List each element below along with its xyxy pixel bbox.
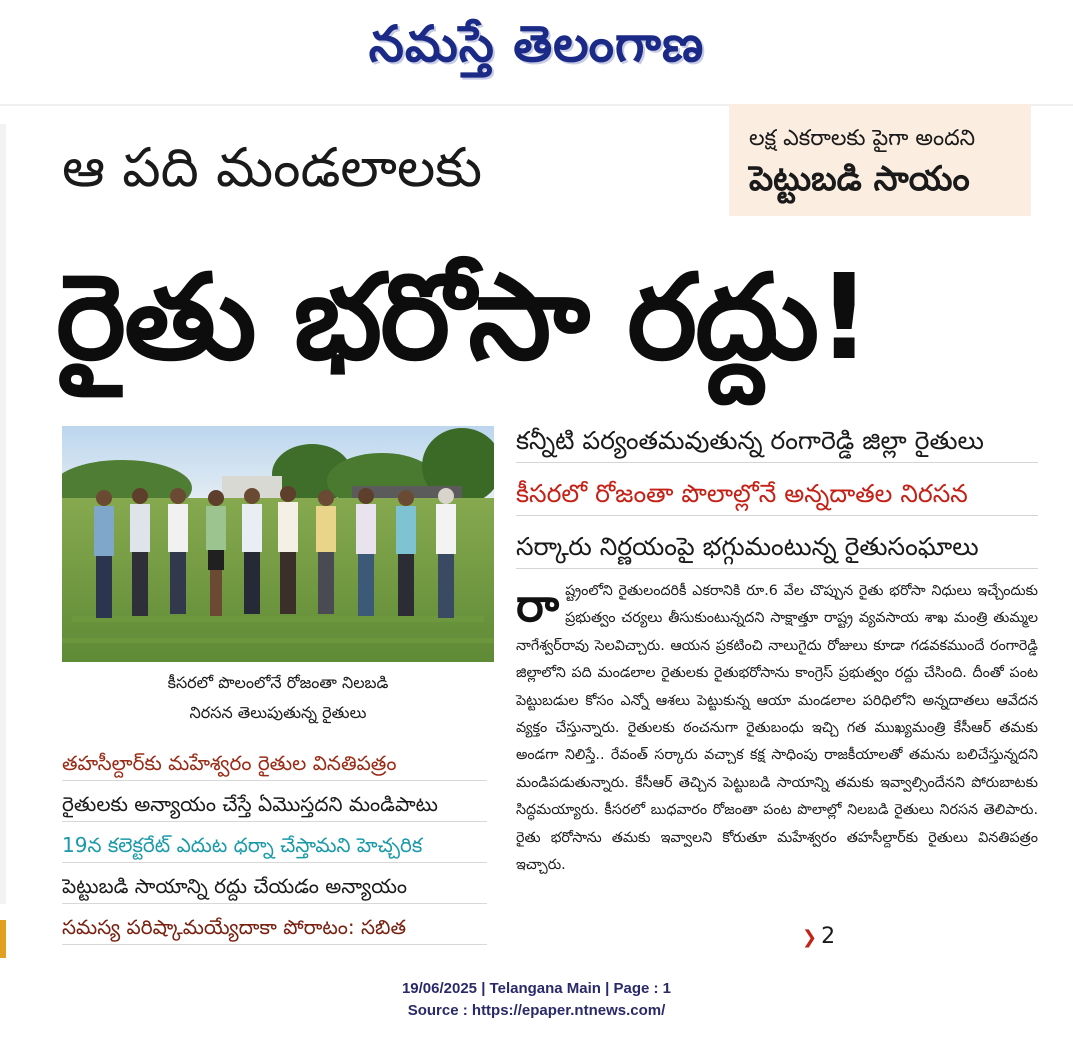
left-edge-marker	[0, 920, 6, 958]
jump-page-number: 2	[821, 924, 836, 949]
farmers-protest-photo	[62, 426, 494, 662]
article-text: ష్ట్రంలోని రైతులందరికీ ఎకరానికి రూ.6 వేల చొప్పున రైతు భరోసా నిధులు ఇచ్చేందుకు ప్రభుత్వం చర్యలు తీసుకుంటున్నదని సాక్షాత్తూ రాష్ట్ర వ్యవసాయ శాఖ మంత్రి తుమ్మల నాగేశ్వర్‌రావు సెలవిచ్చారు. ఆయన ప్రకటించి నాలుగైదు రోజులు కూడా గడవకముందే రంగారెడ్డి జిల్లాలోని పది మండలాల రైతులకు రైతుభరోసాను కాంగ్రెస్ ప్రభుత్వం రద్దు చేసింది. దీంతో పంట పెట్టుబడుల కోసం ఎన్నో ఆశలు పెట్టుకున్న ఆయా మండలాల పరిధిలోని అన్నదాతలు ఆవేదన వ్యక్తం చేస్తున్నారు. రైతులకు ఠంచనుగా రైతుబంధు ఇచ్చి గత ముఖ్యమంత్రి కేసీఆర్ తమకు అండగా నిలిస్తే.. రేవంత్ సర్కారు వచ్చాక కక్ష సాధింపు రాజకీయాలతో తమను బలిచేస్తున్నదని మండిపడుతున్నారు. కేసీఆర్ తెచ్చిన పెట్టుబడి సాయాన్ని తమకు ఇవ్వాల్సిందేనని పోరుబాటకు సిద్ధమయ్యారు. కీసరలో బుధవారం రోజంతా పంట పొలాల్లో నిలబడి రైతులు నిరసన తెలిపారు. రైతు భరోసాను తమకు ఇవ్వాలని కోరుతూ మహేశ్వరం తహసీల్దార్‌కు రైతులు వినతిపత్రం ఇచ్చారు.	[516, 583, 1038, 874]
photo-illustration	[62, 426, 494, 662]
continued-on-page[interactable]	[802, 924, 835, 951]
masthead	[0, 0, 1073, 100]
deck-3: సర్కారు నిర్ణయంపై భగ్గుమంటున్న రైతుసంఘాలు	[516, 526, 1038, 569]
highlight-line-1: లక్ష ఎకరాలకు పైగా అందని	[749, 126, 976, 151]
page-footer	[0, 978, 1073, 1022]
highlight-line-2: పెట్టుబడి సాయం	[749, 159, 970, 199]
article-body	[516, 578, 1038, 879]
side-highlight-1: తహసీల్దార్‌కు మహేశ్వరం రైతుల వినతిపత్రం	[62, 746, 487, 781]
drop-cap: రా	[516, 578, 560, 632]
photo-caption	[62, 668, 494, 728]
deck-1: కన్నీటి పర్యంతమవుతున్న రంగారెడ్డి జిల్లా రైతులు	[516, 420, 1038, 463]
side-highlight-5: సమస్య పరిష్కామయ్యేదాకా పోరాటం: సబిత	[62, 910, 487, 945]
caption-line-2: నిరసన తెలుపుతున్న రైతులు	[189, 703, 367, 722]
footer-date-edition: 19/06/2025 | Telangana Main | Page : 1	[401, 980, 672, 997]
highlight-box	[729, 104, 1031, 216]
subheadline-decks	[516, 420, 1038, 579]
caption-line-1: కీసరలో పొలంలోనే రోజంతా నిలబడి	[167, 673, 389, 692]
side-highlight-4: పెట్టుబడి సాయాన్ని రద్దు చేయడం అన్యాయం	[62, 869, 487, 904]
footer-source[interactable]: Source : https://epaper.ntnews.com/	[407, 1002, 666, 1019]
side-highlights	[62, 746, 487, 951]
side-highlight-3: 19న కలెక్టరేట్ ఎదుట ధర్నా చేస్తామని హెచ్చరిక	[62, 828, 487, 863]
chevron-right-icon: ❯	[802, 927, 818, 948]
newspaper-logo: నమస్తే తెలంగాణ	[368, 14, 705, 73]
left-page-edge	[0, 124, 6, 904]
deck-2: కీసరలో రోజంతా పొలాల్లోనే అన్నదాతల నిరసన	[516, 473, 1038, 516]
kicker-headline: ఆ పది మండలాలకు	[62, 136, 483, 199]
main-headline: రైతు భరోసా రద్దు!	[56, 248, 870, 386]
side-highlight-2: రైతులకు అన్యాయం చేస్తే ఏమొస్తదని మండిపాటు	[62, 787, 487, 822]
